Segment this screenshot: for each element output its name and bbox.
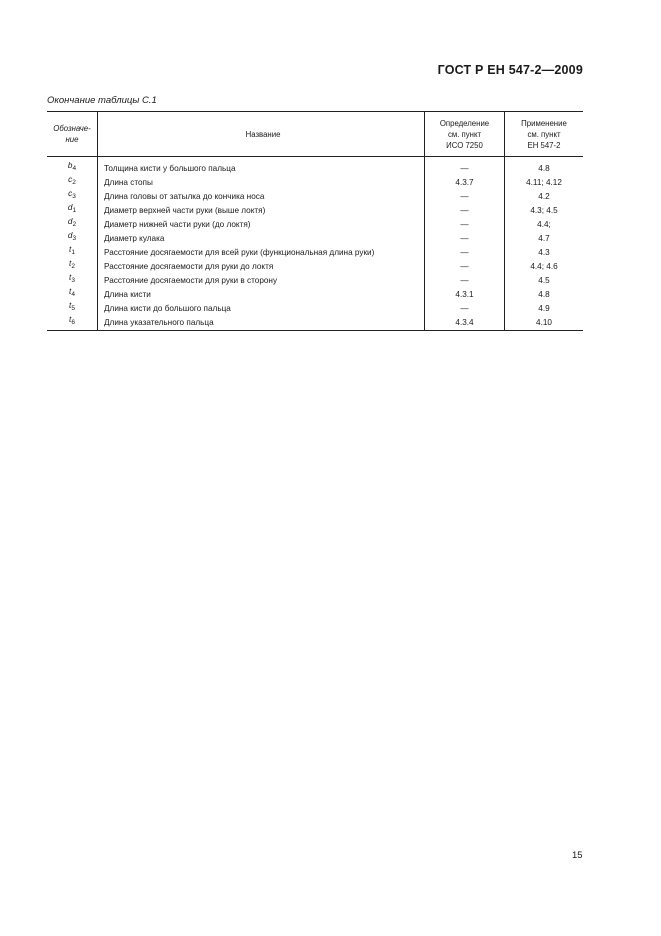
row-symbol: $t_4$ [47,286,98,300]
row-definition: — [425,244,505,258]
table-row [47,188,583,202]
row-name: Диаметр кулака [98,230,425,244]
header-symbol: Обозначе- ние [47,112,98,157]
row-definition: 4.3.7 [425,174,505,188]
row-symbol: $c_3$ [47,188,98,202]
row-application: 4.7 [538,234,550,243]
table-row [47,272,583,286]
row-application: 4.3 [538,248,550,257]
row-symbol: $d_2$ [47,216,98,230]
row-definition: — [425,230,505,244]
row-name: Длина головы от затылка до кончика носа [98,188,425,202]
document-title: ГОСТ Р ЕН 547-2—2009 [437,63,583,77]
table-row [47,174,583,188]
row-symbol: $c_2$ [47,174,98,188]
table-row [47,258,583,272]
row-definition: 4.3.4 [425,314,505,331]
row-application: 4.2 [538,192,550,201]
header-definition: Определение см. пункт ИСО 7250 [425,112,505,157]
row-definition: — [425,258,505,272]
table-row [47,230,583,244]
row-name: Длина стопы [98,174,425,188]
row-name: Расстояние досягаемости для всей руки (функциональная длина руки) [98,244,425,258]
row-definition: — [425,216,505,230]
page-number: 15 [572,850,583,861]
header-name: Название [98,112,425,157]
row-name: Расстояние досягаемости для руки до локтя [98,258,425,272]
table-row [47,202,583,216]
row-symbol: $d_1$ [47,202,98,216]
row-application: 4.5 [538,276,550,285]
row-definition: — [425,157,505,175]
table-row [47,244,583,258]
table-row [47,157,583,175]
row-symbol: $d_3$ [47,230,98,244]
row-application: 4.8 [538,290,550,299]
row-name: Диаметр верхней части руки (выше локтя) [98,202,425,216]
row-symbol: $t_1$ [47,244,98,258]
row-name: Длина указательного пальца [98,314,425,331]
table-header-row [47,112,583,157]
row-name: Длина кисти до большого пальца [98,300,425,314]
row-application: 4.3; 4.5 [530,206,558,215]
row-symbol: $t_6$ [47,314,98,331]
row-application: 4.4; [537,220,551,229]
row-name: Диаметр нижней части руки (до локтя) [98,216,425,230]
row-name: Длина кисти [98,286,425,300]
anthropometric-table [47,111,583,331]
header-application: Применение см. пункт ЕН 547-2 [505,112,584,157]
row-application: 4.9 [538,304,550,313]
row-application: 4.11; 4.12 [526,178,562,187]
table-body [47,157,583,331]
row-definition: 4.3.1 [425,286,505,300]
row-name: Толщина кисти у большого пальца [98,157,425,175]
table-row [47,216,583,230]
row-definition: — [425,272,505,286]
row-definition: — [425,202,505,216]
table-row [47,286,583,300]
row-application: 4.10 [536,318,552,327]
row-symbol: $t_2$ [47,258,98,272]
row-symbol: $t_3$ [47,272,98,286]
row-definition: — [425,188,505,202]
row-symbol: $t_5$ [47,300,98,314]
table-caption: Окончание таблицы С.1 [47,95,157,106]
table-row [47,300,583,314]
row-name: Расстояние досягаемости для руки в сторону [98,272,425,286]
row-definition: — [425,300,505,314]
row-symbol: $b_4$ [47,157,98,175]
row-application: 4.8 [538,164,550,173]
row-application: 4.4; 4.6 [530,262,558,271]
table-row [47,314,583,331]
